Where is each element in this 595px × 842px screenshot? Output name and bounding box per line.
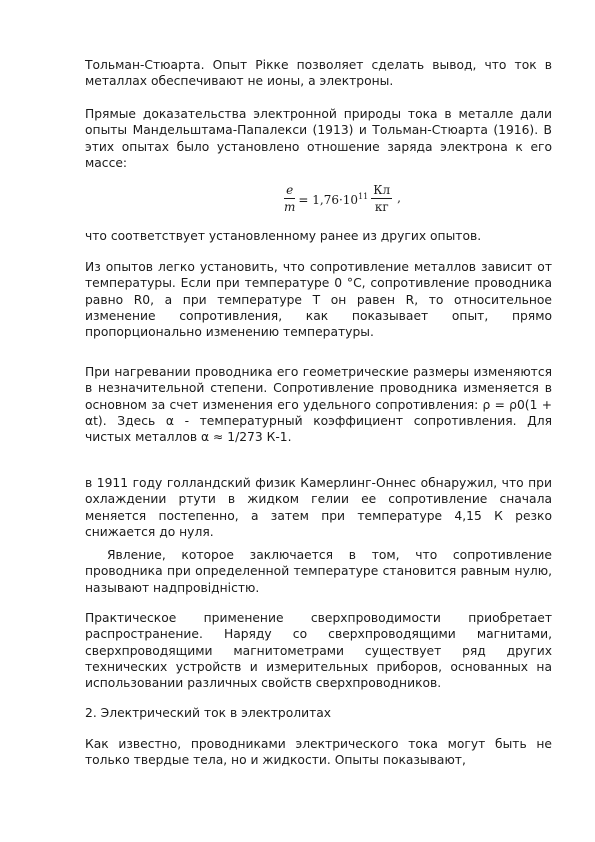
formula-unit-denominator: кг xyxy=(374,199,389,214)
paragraph-kamerlingh-onnes: в 1911 году голландский физик Камерлинг-Оннес обнаружил, что при охлаждении ртути в жидком гелии ее сопротивление сначала меняется постепенно, а затем при температуре 4,15 К резко снижается до нуля. xyxy=(85,476,552,539)
paragraph-resistance-temperature: Из опытов легко установить, что сопротивление металлов зависит от температуры. Если при температуре 0 °С, сопротивление проводника равно R0, а при температуре Т он равен R, то относительное изменение сопротивления, как показывает опыт, прямо пропорционально изменению температуры. xyxy=(85,260,552,340)
formula-comma: , xyxy=(397,191,401,205)
paragraph-superconductivity-definition: Явление, которое заключается в том, что сопротивление проводника при определенной температуре становится равным нулю, называют надпровідністю. xyxy=(85,548,552,595)
formula-lhs-denominator: m xyxy=(284,199,296,214)
paragraph-tolman-conclusion: Тольман-Стюарта. Опыт Рікке позволяет сделать вывод, что ток в металлах обеспечивают не ионы, а электроны. xyxy=(85,58,552,89)
formula-value xyxy=(297,190,369,207)
formula-unit-numerator: Кл xyxy=(373,182,391,197)
formula-value-prefix: = 1,76·10 xyxy=(298,192,359,207)
formula-exponent: 11 xyxy=(358,191,369,201)
paragraph-liquid-conductors: Как известно, проводниками электрического тока могут быть не только твердые тела, но и жидкости. Опыты показывают, xyxy=(85,737,552,768)
formula-lhs-numerator: e xyxy=(286,182,294,197)
paragraph-practical-application: Практическое применение сверхпроводимости приобретает распространение. Наряду со сверхпроводящими магнитами, сверхпроводящими магнитометрами существует ряд других технических устройств и измерительных приборов, основанных на использовании различных свойств сверхпроводников. xyxy=(85,611,552,691)
paragraph-heating-conductor: При нагревании проводника его геометрические размеры изменяются в незначительной степени. Сопротивление проводника изменяется в основном за счет изменения его удельного сопротивления: ρ = ρ0(1 + αt). Здесь α - температурный коэффициент сопротивления. Для чистых металлов α ≈ 1/273 К-1. xyxy=(85,365,552,445)
paragraph-direct-evidence: Прямые доказательства электронной природы тока в металле дали опыты Мандельштама-Папалекси (1913) и Тольман-Стюарта (1916). В этих опытах было установлено отношение заряда электрона к его массе: xyxy=(85,107,552,170)
formula-lhs-fraction xyxy=(284,183,295,214)
charge-mass-ratio-formula xyxy=(282,180,462,216)
formula-unit-fraction xyxy=(371,183,392,214)
paragraph-corresponds: что соответствует установленному ранее из других опытов. xyxy=(85,229,482,243)
section-heading-electrolytes: 2. Электрический ток в электролитах xyxy=(85,706,332,720)
